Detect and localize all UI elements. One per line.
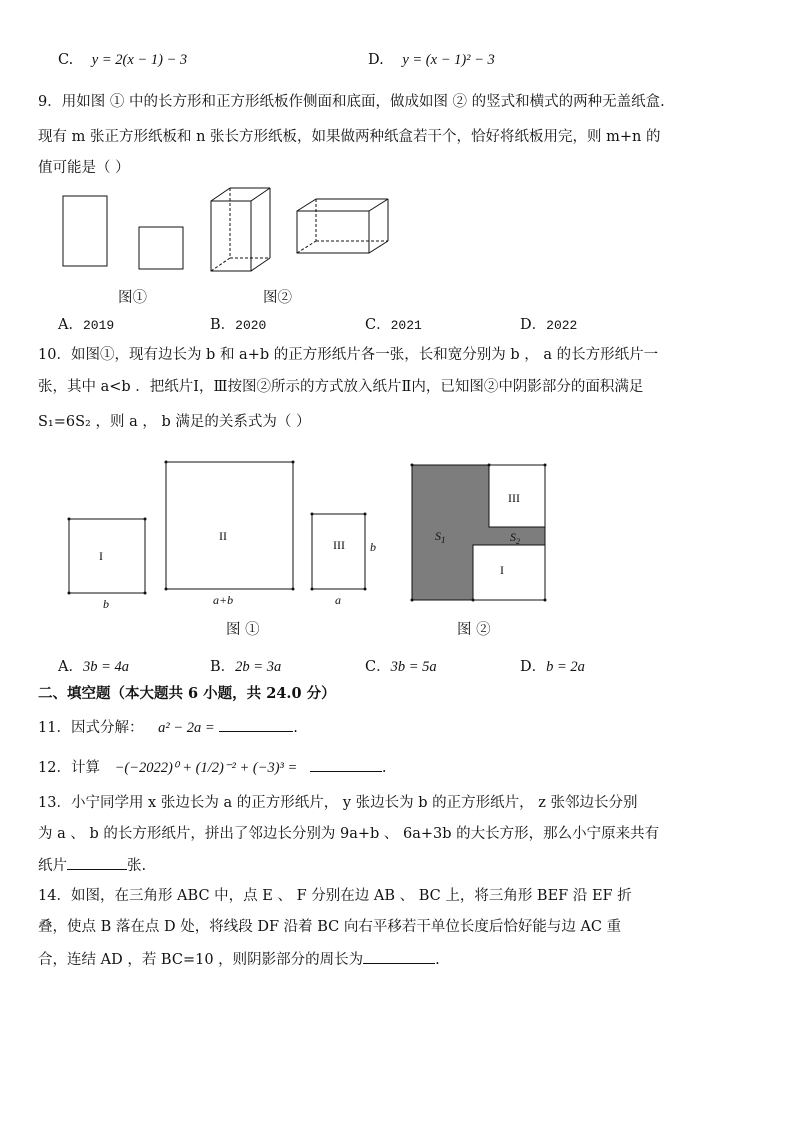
q8-option-d-label: D. bbox=[368, 52, 384, 68]
q14-answer-blank[interactable] bbox=[363, 949, 435, 964]
q10-option-c-value: 3b = 5a bbox=[390, 659, 437, 675]
q14-line-2: 叠，使点 B 落在点 D 处，将线段 DF 沿着 BC 向右平移若干单位长度后恰好能与边 AC 重 bbox=[38, 919, 622, 935]
q10-fig1-caption: 图 ① bbox=[226, 622, 260, 638]
q13-answer-blank[interactable] bbox=[67, 855, 127, 870]
q9-line-1: 9．用如图 ① 中的长方形和正方形纸板作侧面和底面，做成如图 ② 的竖式和横式的两种无盖纸盒. bbox=[38, 94, 665, 110]
q13-line-1: 13．小宁同学用 x 张边长为 a 的正方形纸片， y 张边长为 b 的正方形纸片， z 张邻边长分别 bbox=[38, 795, 638, 811]
q10-option-c-label: C． bbox=[365, 659, 391, 675]
q11-suffix: . bbox=[293, 720, 298, 736]
q9-option-a-label: A． bbox=[58, 317, 83, 333]
q13-line-3-pre: 纸片 bbox=[38, 858, 67, 874]
q9-fig2-caption: 图② bbox=[263, 290, 292, 306]
q9-fig1-caption: 图① bbox=[118, 290, 147, 306]
q10-option-a-value: 3b = 4a bbox=[82, 659, 130, 675]
q9-option-d-label: D． bbox=[520, 317, 547, 333]
q10-option-d bbox=[520, 657, 585, 677]
q12 bbox=[38, 757, 387, 778]
section-2-heading: 二、填空题（本大题共 6 小题，共 24.0 分） bbox=[38, 685, 336, 702]
q10-option-a-label: A． bbox=[58, 659, 83, 675]
q10-fig2 bbox=[411, 464, 547, 602]
q10-fig2-label-piece1: I bbox=[500, 563, 504, 577]
q13-line-3 bbox=[38, 855, 146, 876]
q14-line-3-post: . bbox=[435, 952, 440, 968]
q14-line-3-pre: 合，连结 AD ，若 BC=10 ，则阴影部分的周长为 bbox=[38, 952, 364, 968]
q10-line-1: 10．如图①，现有边长为 b 和 a+b 的正方形纸片各一张，长和宽分别为 b ， a 的长方形纸片一 bbox=[38, 347, 659, 363]
q9-option-c-label: C． bbox=[365, 317, 391, 333]
q10-label-piece2: II bbox=[219, 529, 227, 543]
q10-label-side-ab: a+b bbox=[213, 593, 234, 607]
q9-option-a-value: 2019 bbox=[82, 318, 115, 333]
q10-label-side-b: b bbox=[103, 597, 109, 611]
q10-option-c bbox=[365, 657, 437, 677]
q11-prefix: 11．因式分解： bbox=[38, 720, 144, 736]
q8-option-c-label: C. bbox=[58, 52, 74, 68]
q10-option-b bbox=[210, 657, 281, 677]
q12-answer-blank[interactable] bbox=[310, 757, 382, 772]
q13-line-2: 为 a 、 b 的长方形纸片，拼出了邻边长分别为 9a+b 、 6a+3b 的大长方形，那么小宁原来共有 bbox=[38, 826, 660, 842]
q11 bbox=[38, 717, 298, 738]
q11-answer-blank[interactable] bbox=[219, 717, 293, 732]
q10-label-s1: $S_1$ bbox=[435, 529, 446, 545]
q9-option-b-label: B． bbox=[210, 317, 236, 333]
q8-option-c-expr: y = 2(x − 1) − 3 bbox=[91, 52, 188, 68]
q9-line-3: 值可能是（ ） bbox=[38, 160, 130, 176]
q9-option-c-value: 2021 bbox=[390, 318, 422, 333]
q9-line-2: 现有 m 张正方形纸板和 n 张长方形纸板，如果做两种纸盒若干个，恰好将纸板用完，则 m+n 的 bbox=[38, 129, 661, 145]
q12-prefix: 12．计算 bbox=[38, 760, 100, 776]
q13-line-3-post: 张. bbox=[127, 858, 147, 874]
q12-expr: −(−2022)⁰ + (1/2)⁻² + (−3)³ = bbox=[114, 760, 298, 776]
q10-line-2: 张，其中 a<b ．把纸片Ⅰ，Ⅲ按图②所示的方式放入纸片Ⅱ内，已知图②中阴影部分的面积满足 bbox=[38, 379, 644, 395]
q10-label-s2: $S_2$ bbox=[510, 530, 520, 546]
q10-label-piece1: I bbox=[99, 549, 103, 563]
q11-expr: a² − 2a = bbox=[158, 720, 215, 736]
q10-fig2-label-piece3: III bbox=[508, 491, 520, 505]
q10-option-b-label: B． bbox=[210, 659, 236, 675]
q10-fig2-piece1 bbox=[473, 545, 545, 600]
q9-option-d-value: 2022 bbox=[546, 318, 578, 333]
q12-suffix: . bbox=[381, 760, 387, 776]
q10-piece-1 bbox=[68, 518, 147, 595]
q8-option-d-expr: y = (x − 1)² − 3 bbox=[402, 52, 495, 68]
q10-option-a bbox=[58, 657, 129, 677]
q14-line-3 bbox=[38, 949, 440, 970]
q10-line-3: S₁=6S₂ ，则 a ， b 满足的关系式为（ ） bbox=[38, 414, 311, 430]
q10-option-d-label: D． bbox=[520, 659, 547, 675]
q9-option-b-value: 2020 bbox=[235, 318, 267, 333]
q10-label-side-b-right: b bbox=[370, 540, 376, 554]
q14-line-1: 14．如图，在三角形 ABC 中，点 E 、 F 分别在边 AB 、 BC 上，将三角形 BEF 沿 EF 折 bbox=[38, 888, 632, 904]
q10-fig2-caption: 图 ② bbox=[457, 622, 491, 638]
q10-label-side-a: a bbox=[335, 593, 341, 607]
q10-option-d-value: b = 2a bbox=[546, 659, 585, 675]
q10-label-piece3: III bbox=[333, 538, 345, 552]
q10-piece-2 bbox=[165, 461, 295, 591]
q10-option-b-value: 2b = 3a bbox=[235, 659, 282, 675]
